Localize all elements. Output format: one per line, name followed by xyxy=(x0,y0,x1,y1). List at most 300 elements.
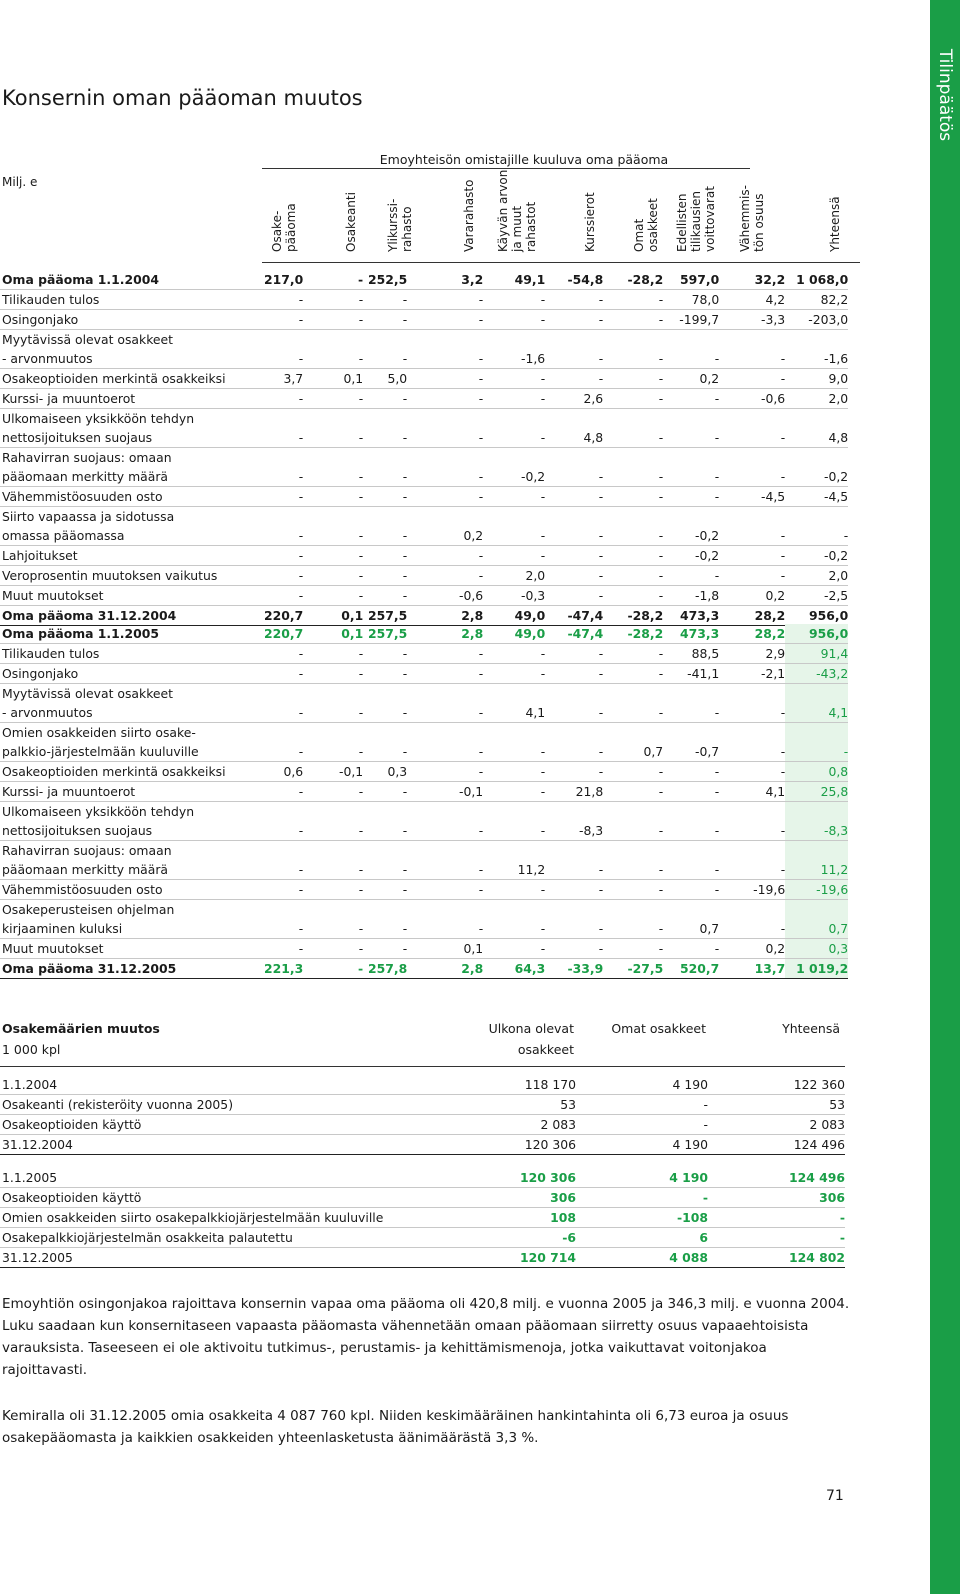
row-label: Oma pääoma 31.12.2004 xyxy=(0,606,264,626)
cell-value: - xyxy=(545,467,603,487)
cell-value: 0,1 xyxy=(407,939,483,959)
cell-value xyxy=(603,841,663,861)
table-row xyxy=(0,507,848,527)
table-row xyxy=(0,369,848,389)
row-label: Osakeanti (rekisteröity vuonna 2005) xyxy=(0,1095,472,1115)
cell-value: - xyxy=(483,526,545,546)
cell-value: - xyxy=(264,487,303,507)
cell-value xyxy=(663,409,719,429)
cell-value xyxy=(407,723,483,743)
cell-value: -19,6 xyxy=(719,880,785,900)
cell-value: - xyxy=(264,467,303,487)
row-label: pääomaan merkitty määrä xyxy=(0,860,264,880)
cell-value: - xyxy=(363,290,407,310)
cell-value: - xyxy=(303,664,363,684)
cell-value xyxy=(603,448,663,468)
cell-value: - xyxy=(603,586,663,606)
cell-value: 2,6 xyxy=(545,389,603,409)
cell-value: -47,4 xyxy=(545,606,603,626)
cell-value: - xyxy=(363,546,407,566)
row-label: 1.1.2004 xyxy=(0,1075,472,1095)
share-counts-title: Osakemäärien muutos xyxy=(2,1021,160,1036)
cell-value: 49,1 xyxy=(483,270,545,290)
cell-value: - xyxy=(545,546,603,566)
cell-value: - xyxy=(303,428,363,448)
cell-value: 3,7 xyxy=(264,369,303,389)
cell-value: - xyxy=(603,487,663,507)
cell-value: - xyxy=(303,919,363,939)
row-label: 31.12.2005 xyxy=(0,1248,472,1268)
cell-value xyxy=(303,448,363,468)
cell-value: -33,9 xyxy=(545,959,603,979)
cell-value xyxy=(363,507,407,527)
cell-value: - xyxy=(719,762,785,782)
cell-value xyxy=(407,684,483,704)
cell-value: - xyxy=(603,762,663,782)
page-title: Konsernin oman pääoman muutos xyxy=(2,86,363,110)
side-tab xyxy=(930,0,960,1594)
cell-value: -0,1 xyxy=(407,782,483,802)
cell-value: 306 xyxy=(472,1188,576,1208)
cell-value xyxy=(785,802,848,822)
cell-value: 4 190 xyxy=(576,1075,708,1095)
cell-value: - xyxy=(264,428,303,448)
cell-value: 2,8 xyxy=(407,624,483,644)
table-row xyxy=(0,880,848,900)
share-counts-2005 xyxy=(0,1168,845,1268)
cell-value: - xyxy=(363,389,407,409)
row-label: Tilikauden tulos xyxy=(0,290,264,310)
cell-value xyxy=(407,448,483,468)
cell-value: - xyxy=(407,762,483,782)
cell-value: 4,1 xyxy=(785,703,848,723)
cell-value: 2 083 xyxy=(708,1115,845,1135)
cell-value: 0,2 xyxy=(719,586,785,606)
cell-value xyxy=(483,723,545,743)
cell-value: 118 170 xyxy=(472,1075,576,1095)
cell-value: 11,2 xyxy=(483,860,545,880)
table-row xyxy=(0,762,848,782)
cell-value: - xyxy=(303,546,363,566)
cell-value: - xyxy=(363,586,407,606)
list-item xyxy=(0,1095,845,1115)
cell-value xyxy=(785,507,848,527)
cell-value: 6 xyxy=(576,1228,708,1248)
cell-value xyxy=(303,723,363,743)
row-label: Osingonjako xyxy=(0,664,264,684)
cell-value: - xyxy=(663,487,719,507)
cell-value: - xyxy=(363,566,407,586)
cell-value xyxy=(603,900,663,920)
cell-value: 252,5 xyxy=(363,270,407,290)
cell-value: - xyxy=(303,939,363,959)
cell-value: -0,2 xyxy=(663,546,719,566)
cell-value: 220,7 xyxy=(264,606,303,626)
cell-value: 49,0 xyxy=(483,606,545,626)
cell-value xyxy=(483,507,545,527)
cell-value: 0,7 xyxy=(785,919,848,939)
cell-value: - xyxy=(407,546,483,566)
cell-value: - xyxy=(545,919,603,939)
cell-value xyxy=(303,684,363,704)
cell-value: - xyxy=(407,310,483,330)
share-counts-rule xyxy=(0,1066,845,1067)
cell-value: - xyxy=(264,644,303,664)
cell-value: 28,2 xyxy=(719,606,785,626)
cell-value: 2,8 xyxy=(407,959,483,979)
cell-value: - xyxy=(483,821,545,841)
cell-value: - xyxy=(663,467,719,487)
row-label: Osakeoptioiden merkintä osakkeiksi xyxy=(0,369,264,389)
cell-value: - xyxy=(407,664,483,684)
cell-value xyxy=(785,684,848,704)
cell-value xyxy=(363,841,407,861)
cell-value xyxy=(785,723,848,743)
cell-value: - xyxy=(663,389,719,409)
share-counts-unit: 1 000 kpl xyxy=(2,1042,61,1057)
cell-value: - xyxy=(663,880,719,900)
cell-value xyxy=(363,802,407,822)
cell-value xyxy=(303,330,363,350)
row-label: Oma pääoma 31.12.2005 xyxy=(0,959,264,979)
column-header: Edellisten tilikausien voittovarat xyxy=(675,186,717,252)
column-header: Käyvän arvon ja muut rahastot xyxy=(496,169,538,252)
cell-value: - xyxy=(603,880,663,900)
cell-value: - xyxy=(363,860,407,880)
cell-value: -199,7 xyxy=(663,310,719,330)
cell-value: - xyxy=(719,467,785,487)
cell-value: - xyxy=(545,566,603,586)
cell-value: 9,0 xyxy=(785,369,848,389)
cell-value: 5,0 xyxy=(363,369,407,389)
cell-value: 4 088 xyxy=(576,1248,708,1268)
table-row xyxy=(0,860,848,880)
cell-value: - xyxy=(603,389,663,409)
row-label: kirjaaminen kuluksi xyxy=(0,919,264,939)
table-row xyxy=(0,959,848,979)
cell-value: - xyxy=(407,290,483,310)
cell-value: - xyxy=(603,369,663,389)
table-row xyxy=(0,270,848,290)
cell-value: 1 068,0 xyxy=(785,270,848,290)
cell-value: - xyxy=(483,546,545,566)
cell-value: - xyxy=(303,782,363,802)
cell-value: - xyxy=(264,821,303,841)
cell-value xyxy=(264,684,303,704)
cell-value: -54,8 xyxy=(545,270,603,290)
table-row xyxy=(0,428,848,448)
cell-value: - xyxy=(303,959,363,979)
cell-value: - xyxy=(603,703,663,723)
cell-value: - xyxy=(719,546,785,566)
cell-value xyxy=(545,723,603,743)
cell-value: 4,1 xyxy=(719,782,785,802)
column-header: Vararahasto xyxy=(462,179,476,252)
cell-value: 122 360 xyxy=(708,1075,845,1095)
cell-value: - xyxy=(363,526,407,546)
cell-value: - xyxy=(303,349,363,369)
cell-value xyxy=(303,900,363,920)
cell-value: -2,5 xyxy=(785,586,848,606)
cell-value: - xyxy=(545,880,603,900)
cell-value: -3,3 xyxy=(719,310,785,330)
cell-value: 956,0 xyxy=(785,624,848,644)
cell-value: -8,3 xyxy=(545,821,603,841)
table-row xyxy=(0,644,848,664)
cell-value: - xyxy=(603,644,663,664)
cell-value xyxy=(545,448,603,468)
cell-value: - xyxy=(264,310,303,330)
table-row xyxy=(0,389,848,409)
cell-value xyxy=(264,723,303,743)
cell-value: - xyxy=(545,290,603,310)
cell-value: 0,2 xyxy=(663,369,719,389)
cell-value: - xyxy=(264,782,303,802)
cell-value: 88,5 xyxy=(663,644,719,664)
cell-value: - xyxy=(407,487,483,507)
cell-value: - xyxy=(719,742,785,762)
cell-value: 25,8 xyxy=(785,782,848,802)
cell-value: -27,5 xyxy=(603,959,663,979)
cell-value: - xyxy=(407,703,483,723)
cell-value: - xyxy=(545,349,603,369)
cell-value: - xyxy=(483,742,545,762)
cell-value: -203,0 xyxy=(785,310,848,330)
cell-value: 2,0 xyxy=(785,389,848,409)
cell-value: - xyxy=(483,782,545,802)
table-row xyxy=(0,349,848,369)
cell-value: - xyxy=(303,389,363,409)
cell-value: -0,6 xyxy=(719,389,785,409)
table-row xyxy=(0,409,848,429)
row-label: Rahavirran suojaus: omaan xyxy=(2,450,172,465)
cell-value: 217,0 xyxy=(264,270,303,290)
cell-value: - xyxy=(719,919,785,939)
cell-value: -41,1 xyxy=(663,664,719,684)
cell-value: 0,2 xyxy=(407,526,483,546)
cell-value: -0,1 xyxy=(303,762,363,782)
table-row xyxy=(0,546,848,566)
cell-value: - xyxy=(363,821,407,841)
cell-value: - xyxy=(264,880,303,900)
cell-value: - xyxy=(303,270,363,290)
cell-value: - xyxy=(603,664,663,684)
row-label: Vähemmistöosuuden osto xyxy=(0,880,264,900)
cell-value: 78,0 xyxy=(663,290,719,310)
cell-value: - xyxy=(603,428,663,448)
cell-value: - xyxy=(576,1115,708,1135)
row-label: Vähemmistöosuuden osto xyxy=(0,487,264,507)
cell-value: - xyxy=(303,880,363,900)
cell-value xyxy=(545,684,603,704)
side-tab-title: Tilinpäätös xyxy=(935,48,955,142)
row-label: nettosijoituksen suojaus xyxy=(0,821,264,841)
cell-value: 91,4 xyxy=(785,644,848,664)
cell-value xyxy=(545,802,603,822)
cell-value: 0,3 xyxy=(363,762,407,782)
cell-value: - xyxy=(264,526,303,546)
list-item xyxy=(0,1135,845,1155)
cell-value xyxy=(603,330,663,350)
cell-value xyxy=(483,409,545,429)
column-header: Vähemmis- tön osuus xyxy=(738,185,766,252)
list-item xyxy=(0,1075,845,1095)
row-label: Oma pääoma 1.1.2004 xyxy=(0,270,264,290)
cell-value: 108 xyxy=(472,1208,576,1228)
column-header: Ylikurssi- rahasto xyxy=(386,198,414,252)
cell-value: -0,2 xyxy=(785,546,848,566)
cell-value: 0,8 xyxy=(785,762,848,782)
row-label: omassa pääomassa xyxy=(0,526,264,546)
cell-value: - xyxy=(545,586,603,606)
cell-value: - xyxy=(264,703,303,723)
cell-value xyxy=(407,409,483,429)
cell-value xyxy=(785,448,848,468)
cell-value: 32,2 xyxy=(719,270,785,290)
cell-value: - xyxy=(663,566,719,586)
cell-value: - xyxy=(303,310,363,330)
cell-value: - xyxy=(407,644,483,664)
cell-value xyxy=(303,802,363,822)
row-label: Kurssi- ja muuntoerot xyxy=(0,782,264,802)
cell-value: 0,3 xyxy=(785,939,848,959)
cell-value: - xyxy=(483,428,545,448)
cell-value: - xyxy=(407,389,483,409)
cell-value: - xyxy=(264,664,303,684)
row-label: Lahjoitukset xyxy=(0,546,264,566)
cell-value xyxy=(785,330,848,350)
row-label: Osakeoptioiden merkintä osakkeiksi xyxy=(0,762,264,782)
column-header: Omat osakkeet xyxy=(632,198,660,252)
cell-value xyxy=(303,841,363,861)
row-label: Tilikauden tulos xyxy=(0,644,264,664)
cell-value: -43,2 xyxy=(785,664,848,684)
cell-value: - xyxy=(545,526,603,546)
table-row xyxy=(0,919,848,939)
cell-value: 520,7 xyxy=(663,959,719,979)
row-label: - arvonmuutos xyxy=(0,349,264,369)
cell-value: - xyxy=(407,566,483,586)
cell-value: - xyxy=(303,860,363,880)
cell-value: -0,3 xyxy=(483,586,545,606)
cell-value: - xyxy=(264,349,303,369)
row-label: Oma pääoma 1.1.2005 xyxy=(0,624,264,644)
row-label: nettosijoituksen suojaus xyxy=(0,428,264,448)
row-label: Ulkomaiseen yksikköön tehdyn xyxy=(2,804,195,819)
cell-value: - xyxy=(545,742,603,762)
col-outstanding-2: osakkeet xyxy=(517,1042,574,1057)
cell-value: -4,5 xyxy=(785,487,848,507)
list-item xyxy=(0,1228,845,1248)
cell-value xyxy=(603,684,663,704)
cell-value: - xyxy=(719,860,785,880)
cell-value: - xyxy=(483,919,545,939)
table-row xyxy=(0,467,848,487)
cell-value: 473,3 xyxy=(663,606,719,626)
equity-table-2004 xyxy=(0,270,848,626)
cell-value: 220,7 xyxy=(264,624,303,644)
cell-value: 53 xyxy=(472,1095,576,1115)
cell-value xyxy=(363,448,407,468)
group-header: Emoyhteisön omistajille kuuluva oma pääoma xyxy=(379,152,669,167)
cell-value: 4 190 xyxy=(576,1135,708,1155)
cell-value: - xyxy=(363,703,407,723)
cell-value xyxy=(663,507,719,527)
cell-value: - xyxy=(603,310,663,330)
col-outstanding: Ulkona olevat xyxy=(488,1021,574,1036)
row-label: Osakeperusteisen ohjelman xyxy=(2,902,175,917)
cell-value: - xyxy=(264,586,303,606)
cell-value xyxy=(603,723,663,743)
col-total: Yhteensä xyxy=(782,1021,840,1036)
cell-value xyxy=(719,802,785,822)
row-label: Rahavirran suojaus: omaan xyxy=(2,843,172,858)
cell-value xyxy=(483,900,545,920)
cell-value xyxy=(719,507,785,527)
cell-value xyxy=(264,409,303,429)
cell-value xyxy=(603,409,663,429)
cell-value: 0,1 xyxy=(303,606,363,626)
cell-value: - xyxy=(303,742,363,762)
cell-value: -1,6 xyxy=(785,349,848,369)
row-label: Kurssi- ja muuntoerot xyxy=(0,389,264,409)
table-row xyxy=(0,606,848,626)
cell-value xyxy=(407,802,483,822)
cell-value: - xyxy=(483,290,545,310)
cell-value: - xyxy=(545,369,603,389)
cell-value: - xyxy=(363,782,407,802)
cell-value: -28,2 xyxy=(603,624,663,644)
cell-value: - xyxy=(483,487,545,507)
cell-value: - xyxy=(663,428,719,448)
row-label: Myytävissä olevat osakkeet xyxy=(2,332,174,347)
cell-value: - xyxy=(407,860,483,880)
cell-value: - xyxy=(545,703,603,723)
cell-value: - xyxy=(663,349,719,369)
row-label: Omien osakkeiden siirto osake- xyxy=(2,725,196,740)
cell-value: -0,2 xyxy=(785,467,848,487)
cell-value xyxy=(407,507,483,527)
column-header: Osake- pääoma xyxy=(270,203,298,252)
cell-value xyxy=(545,900,603,920)
table-row xyxy=(0,290,848,310)
cell-value: - xyxy=(603,821,663,841)
cell-value: -0,6 xyxy=(407,586,483,606)
paragraph-free-equity: Emoyhtiön osingonjakoa rajoittava konsernin vapaa oma pääoma oli 420,8 milj. e vuonna 2005 ja 346,3 milj. e vuonna 2004. Luku saadaan kun konsernitaseen vapaasta pääomasta vähennetään omaan pääomaan siirretty osuus vapaaehtoisista varauksista. Taseeseen ei ole aktivoitu tutkimus-, perustamis- ja kehittämismenoja, jotka vaikuttavat voitonjakoa rajoittavasti. xyxy=(2,1296,850,1378)
table-row xyxy=(0,782,848,802)
cell-value: -1,8 xyxy=(663,586,719,606)
cell-value: - xyxy=(483,389,545,409)
cell-value xyxy=(719,684,785,704)
cell-value: 120 306 xyxy=(472,1168,576,1188)
cell-value: - xyxy=(576,1095,708,1115)
cell-value: - xyxy=(303,467,363,487)
cell-value: 2,9 xyxy=(719,644,785,664)
cell-value xyxy=(264,507,303,527)
cell-value xyxy=(483,684,545,704)
cell-value xyxy=(264,841,303,861)
cell-value xyxy=(363,409,407,429)
cell-value: - xyxy=(407,467,483,487)
cell-value: -19,6 xyxy=(785,880,848,900)
cell-value: - xyxy=(407,742,483,762)
row-label: palkkio-järjestelmään kuuluville xyxy=(0,742,264,762)
cell-value xyxy=(663,330,719,350)
cell-value: - xyxy=(483,644,545,664)
cell-value: - xyxy=(303,703,363,723)
cell-value: 0,2 xyxy=(719,939,785,959)
cell-value: -47,4 xyxy=(545,624,603,644)
